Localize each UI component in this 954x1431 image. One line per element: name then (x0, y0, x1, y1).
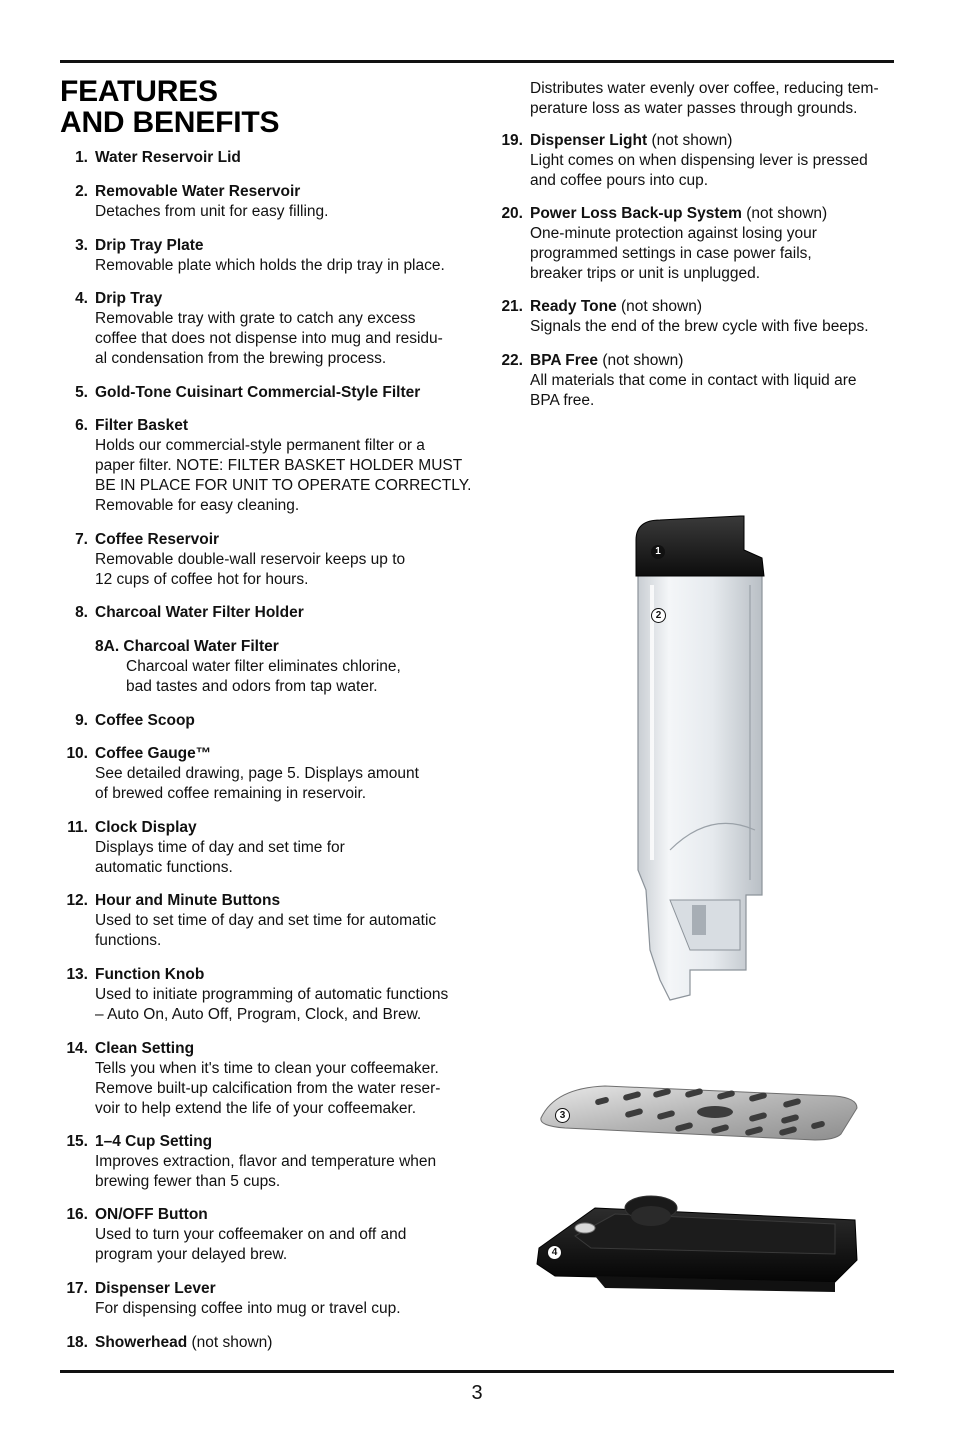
item-number: 9. (75, 712, 88, 729)
item-description: Used to set time of day and set time for automatic (95, 912, 437, 929)
feature-sub-item (95, 637, 401, 697)
item-description: Tells you when it's time to clean your coffeemaker. (95, 1060, 439, 1077)
item-heading: Coffee Gauge™ (95, 745, 212, 762)
item-number: 18. (66, 1334, 88, 1351)
feature-item (60, 289, 460, 369)
item-heading: Water Reservoir Lid (95, 149, 241, 166)
callout-1: 1 (651, 545, 665, 559)
item-description: All materials that come in contact with liquid are (530, 372, 857, 389)
feature-item (60, 891, 460, 951)
callout-4: 4 (547, 1245, 562, 1260)
item-number: 4. (75, 290, 88, 307)
item-heading: Function Knob (95, 966, 205, 983)
feature-item (495, 297, 895, 337)
feature-item (60, 182, 460, 222)
item-heading: BPA Free (530, 352, 599, 369)
item-heading: Showerhead (95, 1334, 188, 1351)
item-description: – Auto On, Auto Off, Program, Clock, and Brew. (95, 1006, 422, 1023)
item-heading: Drip Tray (95, 290, 163, 307)
feature-item (60, 603, 460, 623)
item-description: One-minute protection against losing your (530, 225, 817, 242)
water-reservoir-illustration (630, 510, 780, 1010)
item-heading: Clock Display (95, 819, 197, 836)
title-line-2: AND BENEFITS (60, 106, 280, 139)
feature-item (60, 744, 460, 804)
item-number: 11. (67, 819, 88, 836)
item-heading: Drip Tray Plate (95, 237, 204, 254)
item-number: 2. (75, 183, 88, 200)
item-number: 1. (75, 149, 88, 166)
item-description: Used to turn your coffeemaker on and off and (95, 1226, 407, 1243)
item-description: Improves extraction, flavor and temperature when (95, 1153, 437, 1170)
item-description: coffee that does not dispense into mug and residu- (95, 330, 443, 347)
feature-item (60, 1205, 460, 1265)
item-number: 5. (75, 384, 88, 401)
page-number: 3 (471, 1382, 483, 1404)
item-heading: Clean Setting (95, 1040, 195, 1057)
item-description: BPA free. (530, 392, 595, 409)
item-description: Light comes on when dispensing lever is pressed (530, 152, 868, 169)
item-heading: 1–4 Cup Setting (95, 1133, 213, 1150)
item-description: Displays time of day and set time for (95, 839, 345, 856)
feature-item (60, 1039, 460, 1119)
item-description: breaker trips or unit is unplugged. (530, 265, 761, 282)
feature-item (60, 1333, 460, 1353)
item-number: 15. (66, 1133, 88, 1150)
drip-tray-plate-illustration (535, 1078, 865, 1144)
drip-tray-plate-drawing (535, 1078, 865, 1144)
callout-2: 2 (651, 608, 666, 623)
item-number: 16. (66, 1206, 88, 1223)
item-description: programmed settings in case power fails, (530, 245, 812, 262)
item-number: 17. (66, 1280, 88, 1297)
item-description: al condensation from the brewing process. (95, 350, 387, 367)
item-heading: Dispenser Light (530, 132, 648, 149)
item-description: and coffee pours into cup. (530, 172, 709, 189)
item-description: automatic functions. (95, 859, 233, 876)
item-number: 20. (501, 205, 523, 222)
item-note: (not shown) (651, 132, 733, 149)
item-description: 12 cups of coffee hot for hours. (95, 571, 309, 588)
callout-3: 3 (555, 1108, 570, 1123)
item-description: Used to initiate programming of automatic functions (95, 986, 449, 1003)
feature-item (60, 530, 460, 590)
sub-item-heading: 8A. Charcoal Water Filter (95, 638, 279, 655)
item-note: (not shown) (746, 205, 828, 222)
item-number: 14. (66, 1040, 88, 1057)
drip-tray-drawing (535, 1190, 865, 1295)
item-heading: Removable Water Reservoir (95, 183, 301, 200)
sub-item-description: bad tastes and odors from tap water. (126, 678, 378, 695)
water-reservoir-drawing (630, 510, 780, 1010)
item-note: (not shown) (191, 1334, 273, 1351)
feature-item (60, 1279, 460, 1319)
item-heading: Power Loss Back-up System (530, 205, 742, 222)
feature-item (60, 416, 472, 516)
continued-description (530, 79, 879, 119)
item-description: voir to help extend the life of your coffeemaker. (95, 1100, 417, 1117)
item-description: functions. (95, 932, 162, 949)
item-description: Signals the end of the brew cycle with five beeps. (530, 318, 869, 335)
item-description: Detaches from unit for easy filling. (95, 203, 329, 220)
item-heading: ON/OFF Button (95, 1206, 208, 1223)
item-description: Removable double-wall reservoir keeps up to (95, 551, 406, 568)
item-number: 3. (75, 237, 88, 254)
feature-item (60, 383, 460, 403)
item-description: of brewed coffee remaining in reservoir. (95, 785, 367, 802)
page-title (60, 76, 279, 138)
feature-item (495, 204, 895, 284)
item-description: Remove built-up calcification from the water reser- (95, 1080, 441, 1097)
feature-item (60, 236, 460, 276)
item-description: Holds our commercial-style permanent filter or a (95, 437, 425, 454)
item-description: brewing fewer than 5 cups. (95, 1173, 281, 1190)
feature-item (60, 818, 460, 878)
item-number: 22. (501, 352, 523, 369)
item-description: Removable for easy cleaning. (95, 497, 300, 514)
bottom-rule (60, 1370, 894, 1373)
feature-item (60, 711, 460, 731)
continued-line: perature loss as water passes through grounds. (530, 100, 858, 117)
feature-item (495, 351, 895, 411)
item-heading: Hour and Minute Buttons (95, 892, 281, 909)
item-number: 19. (501, 132, 523, 149)
feature-item (60, 1132, 460, 1192)
item-heading: Coffee Reservoir (95, 531, 220, 548)
item-description: paper filter. NOTE: FILTER BASKET HOLDER MUST (95, 457, 463, 474)
item-description: Removable plate which holds the drip tray in place. (95, 257, 445, 274)
item-description: Removable tray with grate to catch any excess (95, 310, 416, 327)
item-heading: Dispenser Lever (95, 1280, 216, 1297)
item-heading: Gold-Tone Cuisinart Commercial-Style Filter (95, 384, 421, 401)
item-heading: Ready Tone (530, 298, 617, 315)
feature-item (495, 131, 895, 191)
item-description: For dispensing coffee into mug or travel cup. (95, 1300, 401, 1317)
item-heading: Charcoal Water Filter Holder (95, 604, 304, 621)
item-number: 21. (501, 298, 523, 315)
item-number: 13. (66, 966, 88, 983)
item-number: 12. (66, 892, 88, 909)
item-heading: Coffee Scoop (95, 712, 195, 729)
item-note: (not shown) (602, 352, 684, 369)
item-description: BE IN PLACE FOR UNIT TO OPERATE CORRECTLY. (95, 477, 472, 494)
continued-line: Distributes water evenly over coffee, reducing tem- (530, 80, 879, 97)
item-number: 6. (75, 417, 88, 434)
item-number: 8. (75, 604, 88, 621)
item-number: 7. (75, 531, 88, 548)
title-line-1: FEATURES (60, 75, 218, 108)
feature-item (60, 965, 460, 1025)
item-description: program your delayed brew. (95, 1246, 288, 1263)
item-description: See detailed drawing, page 5. Displays amount (95, 765, 419, 782)
sub-item-description: Charcoal water filter eliminates chlorine, (126, 658, 401, 675)
item-heading: Filter Basket (95, 417, 189, 434)
feature-item (60, 148, 460, 168)
drip-tray-illustration (535, 1190, 865, 1295)
item-number: 10. (66, 745, 88, 762)
top-rule (60, 60, 894, 63)
item-note: (not shown) (621, 298, 702, 315)
